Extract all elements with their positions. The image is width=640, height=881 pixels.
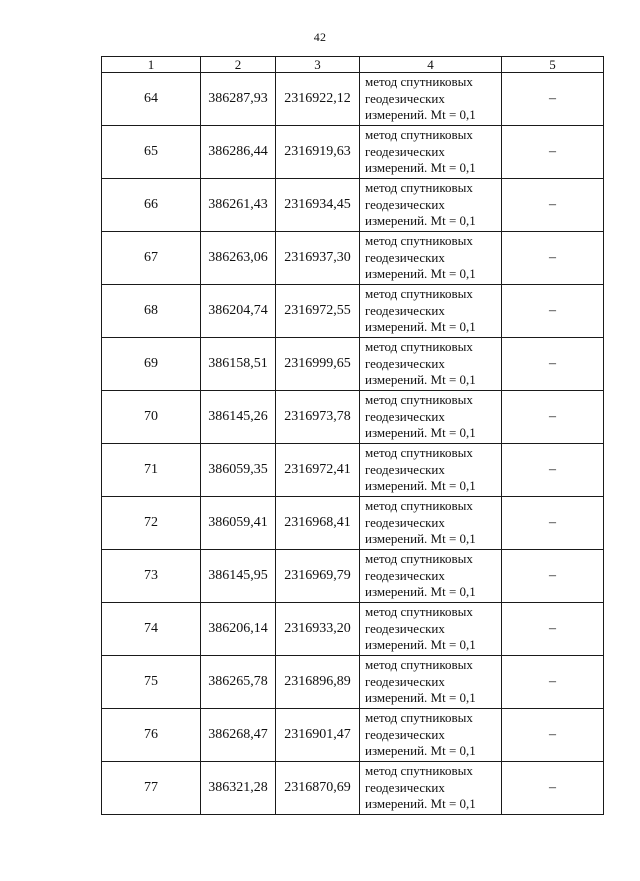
method-cell [360, 126, 502, 179]
table-row [102, 444, 604, 497]
y-coordinate-cell: 2316896,89 [276, 656, 360, 709]
table-row [102, 338, 604, 391]
page-number: 42 [313, 30, 327, 44]
method-line: метод спутниковых [365, 551, 473, 567]
x-coordinate-cell: 386263,06 [201, 232, 276, 285]
note-cell: – [502, 232, 604, 285]
method-line: измерений. Mt = 0,1 [365, 531, 476, 547]
note-cell: – [502, 709, 604, 762]
method-line: измерений. Mt = 0,1 [365, 743, 476, 759]
method-line: метод спутниковых [365, 445, 473, 461]
y-coordinate-cell: 2316969,79 [276, 550, 360, 603]
point-number-cell: 76 [102, 709, 201, 762]
method-line: метод спутниковых [365, 604, 473, 620]
x-coordinate-cell: 386261,43 [201, 179, 276, 232]
method-line: геодезических [365, 408, 445, 424]
point-number-cell: 65 [102, 126, 201, 179]
table-header [102, 57, 604, 73]
point-number-cell: 70 [102, 391, 201, 444]
method-line: измерений. Mt = 0,1 [365, 107, 476, 123]
column-header-3: 3 [276, 57, 360, 73]
method-line: геодезических [365, 620, 445, 636]
y-coordinate-cell: 2316968,41 [276, 497, 360, 550]
note-cell: – [502, 550, 604, 603]
method-cell [360, 444, 502, 497]
method-line: геодезических [365, 726, 445, 742]
x-coordinate-cell: 386265,78 [201, 656, 276, 709]
method-line: измерений. Mt = 0,1 [365, 160, 476, 176]
method-line: метод спутниковых [365, 127, 473, 143]
note-cell: – [502, 656, 604, 709]
method-cell [360, 656, 502, 709]
method-line: измерений. Mt = 0,1 [365, 478, 476, 494]
header-row [102, 57, 604, 73]
method-line: метод спутниковых [365, 339, 473, 355]
table-row [102, 550, 604, 603]
point-number-cell: 66 [102, 179, 201, 232]
y-coordinate-cell: 2316919,63 [276, 126, 360, 179]
point-number-cell: 71 [102, 444, 201, 497]
table-row [102, 73, 604, 126]
method-line: измерений. Mt = 0,1 [365, 637, 476, 653]
table-row [102, 603, 604, 656]
method-line: метод спутниковых [365, 710, 473, 726]
table-row [102, 179, 604, 232]
note-cell: – [502, 603, 604, 656]
method-line: метод спутниковых [365, 657, 473, 673]
method-line: метод спутниковых [365, 498, 473, 514]
point-number-cell: 73 [102, 550, 201, 603]
method-line: геодезических [365, 673, 445, 689]
y-coordinate-cell: 2316973,78 [276, 391, 360, 444]
method-line: геодезических [365, 567, 445, 583]
method-line: измерений. Mt = 0,1 [365, 584, 476, 600]
method-line: измерений. Mt = 0,1 [365, 425, 476, 441]
y-coordinate-cell: 2316972,41 [276, 444, 360, 497]
table-row [102, 285, 604, 338]
method-line: измерений. Mt = 0,1 [365, 796, 476, 812]
x-coordinate-cell: 386059,41 [201, 497, 276, 550]
method-line: геодезических [365, 355, 445, 371]
table-body [102, 73, 604, 815]
method-line: метод спутниковых [365, 74, 473, 90]
note-cell: – [502, 444, 604, 497]
method-line: геодезических [365, 249, 445, 265]
point-number-cell: 64 [102, 73, 201, 126]
method-line: метод спутниковых [365, 180, 473, 196]
method-line: измерений. Mt = 0,1 [365, 319, 476, 335]
point-number-cell: 72 [102, 497, 201, 550]
method-line: измерений. Mt = 0,1 [365, 690, 476, 706]
y-coordinate-cell: 2316972,55 [276, 285, 360, 338]
y-coordinate-cell: 2316999,65 [276, 338, 360, 391]
point-number-cell: 75 [102, 656, 201, 709]
coordinates-table [101, 56, 604, 815]
x-coordinate-cell: 386059,35 [201, 444, 276, 497]
column-header-2: 2 [201, 57, 276, 73]
method-line: метод спутниковых [365, 286, 473, 302]
note-cell: – [502, 179, 604, 232]
point-number-cell: 68 [102, 285, 201, 338]
method-cell [360, 73, 502, 126]
method-line: геодезических [365, 779, 445, 795]
table-row [102, 709, 604, 762]
method-line: измерений. Mt = 0,1 [365, 372, 476, 388]
table-row [102, 762, 604, 815]
method-cell [360, 338, 502, 391]
note-cell: – [502, 497, 604, 550]
y-coordinate-cell: 2316901,47 [276, 709, 360, 762]
method-line: геодезических [365, 90, 445, 106]
x-coordinate-cell: 386145,26 [201, 391, 276, 444]
method-cell [360, 285, 502, 338]
x-coordinate-cell: 386206,14 [201, 603, 276, 656]
x-coordinate-cell: 386158,51 [201, 338, 276, 391]
method-line: геодезических [365, 196, 445, 212]
method-cell [360, 179, 502, 232]
point-number-cell: 77 [102, 762, 201, 815]
method-line: геодезических [365, 514, 445, 530]
method-line: геодезических [365, 461, 445, 477]
table-row [102, 656, 604, 709]
note-cell: – [502, 762, 604, 815]
y-coordinate-cell: 2316922,12 [276, 73, 360, 126]
x-coordinate-cell: 386268,47 [201, 709, 276, 762]
x-coordinate-cell: 386287,93 [201, 73, 276, 126]
y-coordinate-cell: 2316933,20 [276, 603, 360, 656]
method-line: измерений. Mt = 0,1 [365, 266, 476, 282]
method-cell [360, 709, 502, 762]
table-row [102, 232, 604, 285]
y-coordinate-cell: 2316934,45 [276, 179, 360, 232]
y-coordinate-cell: 2316937,30 [276, 232, 360, 285]
x-coordinate-cell: 386321,28 [201, 762, 276, 815]
method-cell [360, 497, 502, 550]
note-cell: – [502, 391, 604, 444]
method-cell [360, 550, 502, 603]
table-row [102, 497, 604, 550]
point-number-cell: 67 [102, 232, 201, 285]
method-cell [360, 391, 502, 444]
method-line: метод спутниковых [365, 392, 473, 408]
x-coordinate-cell: 386286,44 [201, 126, 276, 179]
method-line: метод спутниковых [365, 233, 473, 249]
table-row [102, 391, 604, 444]
note-cell: – [502, 73, 604, 126]
note-cell: – [502, 338, 604, 391]
method-line: измерений. Mt = 0,1 [365, 213, 476, 229]
x-coordinate-cell: 386145,95 [201, 550, 276, 603]
method-cell [360, 762, 502, 815]
point-number-cell: 74 [102, 603, 201, 656]
method-line: метод спутниковых [365, 763, 473, 779]
method-line: геодезических [365, 302, 445, 318]
point-number-cell: 69 [102, 338, 201, 391]
y-coordinate-cell: 2316870,69 [276, 762, 360, 815]
column-header-4: 4 [360, 57, 502, 73]
method-cell [360, 603, 502, 656]
method-cell [360, 232, 502, 285]
x-coordinate-cell: 386204,74 [201, 285, 276, 338]
note-cell: – [502, 285, 604, 338]
note-cell: – [502, 126, 604, 179]
column-header-5: 5 [502, 57, 604, 73]
method-line: геодезических [365, 143, 445, 159]
column-header-1: 1 [102, 57, 201, 73]
table-row [102, 126, 604, 179]
